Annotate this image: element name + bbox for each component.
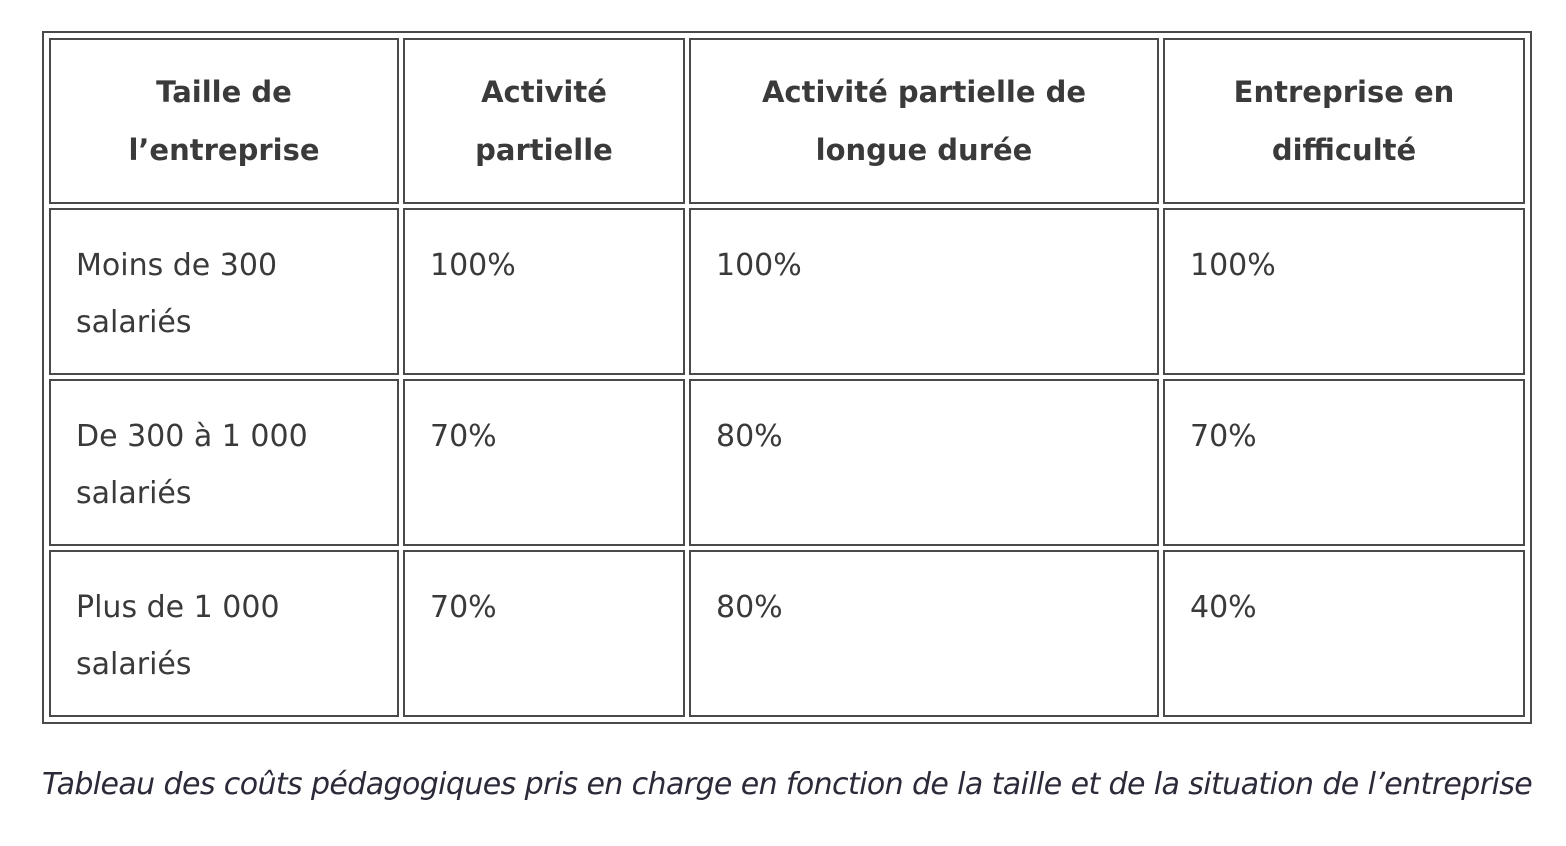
table-caption: Tableau des coûts pédagogiques pris en charge en fonction de la taille et de la situation de l’entreprise xyxy=(42,767,1533,802)
cell-long-partial-activity: 80% xyxy=(689,379,1159,546)
costs-table xyxy=(42,31,1532,724)
figure xyxy=(42,31,1522,724)
header-partial-activity: Activité partielle xyxy=(403,38,685,204)
cell-company-size: De 300 à 1 000 salariés xyxy=(49,379,399,546)
cell-partial-activity: 70% xyxy=(403,379,685,546)
table-header-row xyxy=(49,38,1525,204)
table-row xyxy=(49,379,1525,546)
cell-long-partial-activity: 100% xyxy=(689,208,1159,375)
cell-company-in-difficulty: 40% xyxy=(1163,550,1525,717)
cell-company-in-difficulty: 100% xyxy=(1163,208,1525,375)
header-company-in-difficulty: Entreprise en difficulté xyxy=(1163,38,1525,204)
cell-company-in-difficulty: 70% xyxy=(1163,379,1525,546)
cell-long-partial-activity: 80% xyxy=(689,550,1159,717)
cell-company-size: Moins de 300 salariés xyxy=(49,208,399,375)
cell-company-size: Plus de 1 000 salariés xyxy=(49,550,399,717)
table-row xyxy=(49,208,1525,375)
cell-partial-activity: 100% xyxy=(403,208,685,375)
header-long-partial-activity: Activité partielle de longue durée xyxy=(689,38,1159,204)
header-company-size: Taille de l’entreprise xyxy=(49,38,399,204)
table-row xyxy=(49,550,1525,717)
cell-partial-activity: 70% xyxy=(403,550,685,717)
